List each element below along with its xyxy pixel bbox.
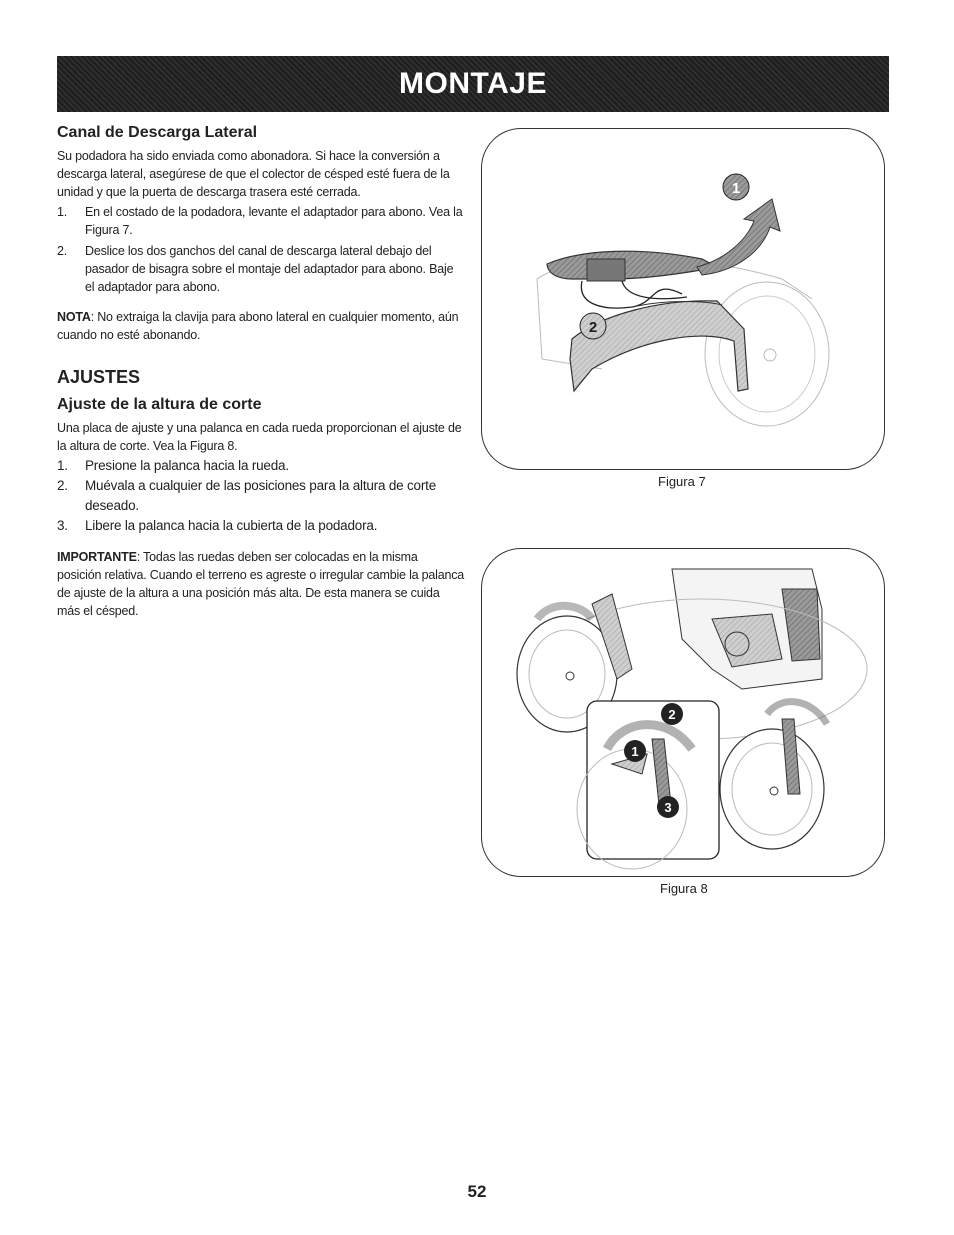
figure-8-caption: Figura 8 xyxy=(660,881,708,896)
svg-text:3: 3 xyxy=(664,800,672,815)
svg-text:1: 1 xyxy=(731,180,741,197)
figure-7-frame xyxy=(481,128,885,470)
page-number: 52 xyxy=(467,1182,487,1201)
svg-text:2: 2 xyxy=(668,707,676,722)
section-banner xyxy=(57,56,889,112)
list-item: 3. Libere la palanca hacia la cubierta de la podadora. xyxy=(57,518,378,533)
steps-list xyxy=(57,456,465,536)
callout-2-icon xyxy=(580,313,606,339)
callout-1-icon xyxy=(723,174,749,200)
section-side-discharge xyxy=(57,124,465,344)
page-title: MONTAJE xyxy=(399,67,547,100)
callout-3-icon xyxy=(657,796,679,818)
figure-7-caption: Figura 7 xyxy=(658,474,706,489)
svg-text:2: 2 xyxy=(588,319,598,336)
list-item: 2. Muévala a cualquier de las posiciones para la altura de corte deseado. xyxy=(57,478,437,513)
subsection-title: Ajuste de la altura de corte xyxy=(57,396,262,413)
steps-list xyxy=(57,203,465,296)
list-item: 1. Presione la palanca hacia la rueda. xyxy=(57,458,289,473)
list-item: 1. En el costado de la podadora, levante el adaptador para abono. Vea la Figura 7. xyxy=(57,205,463,237)
note: NOTA: No extraiga la clavija para abono lateral en cualquier momento, aún cuando no esté abonando. xyxy=(57,310,459,342)
callout-1-icon xyxy=(624,740,646,762)
section-heading: AJUSTES xyxy=(57,367,141,387)
section-adjustments xyxy=(57,367,465,620)
section-intro: Su podadora ha sido enviada como abonadora. Si hace la conversión a descarga lateral, asegúrese de que el colector de césped esté fuera de la unidad y que la puerta de descarga trasera esté cerrada. xyxy=(57,149,450,199)
figure-8-frame xyxy=(481,548,885,877)
figure-7-illustration xyxy=(482,129,884,469)
important-note: IMPORTANTE: Todas las ruedas deben ser colocadas en la misma posición relativa. Cuando el terreno es agreste o irregular cambie la palanca de ajuste de la altura a una posición más alta. De esta manera se cuida más el césped. xyxy=(57,550,465,618)
callout-2-icon xyxy=(661,703,683,725)
subsection-intro: Una placa de ajuste y una palanca en cada rueda proporcionan el ajuste de la altura de corte. Vea la Figura 8. xyxy=(57,421,462,453)
figure-8-illustration xyxy=(482,549,884,876)
section-title: Canal de Descarga Lateral xyxy=(57,124,258,141)
svg-text:1: 1 xyxy=(631,744,639,759)
list-item: 2. Deslice los dos ganchos del canal de descarga lateral debajo del pasador de bisagra sobre el montaje del adaptador para abono. Baje el adaptador para abono. xyxy=(57,244,454,294)
